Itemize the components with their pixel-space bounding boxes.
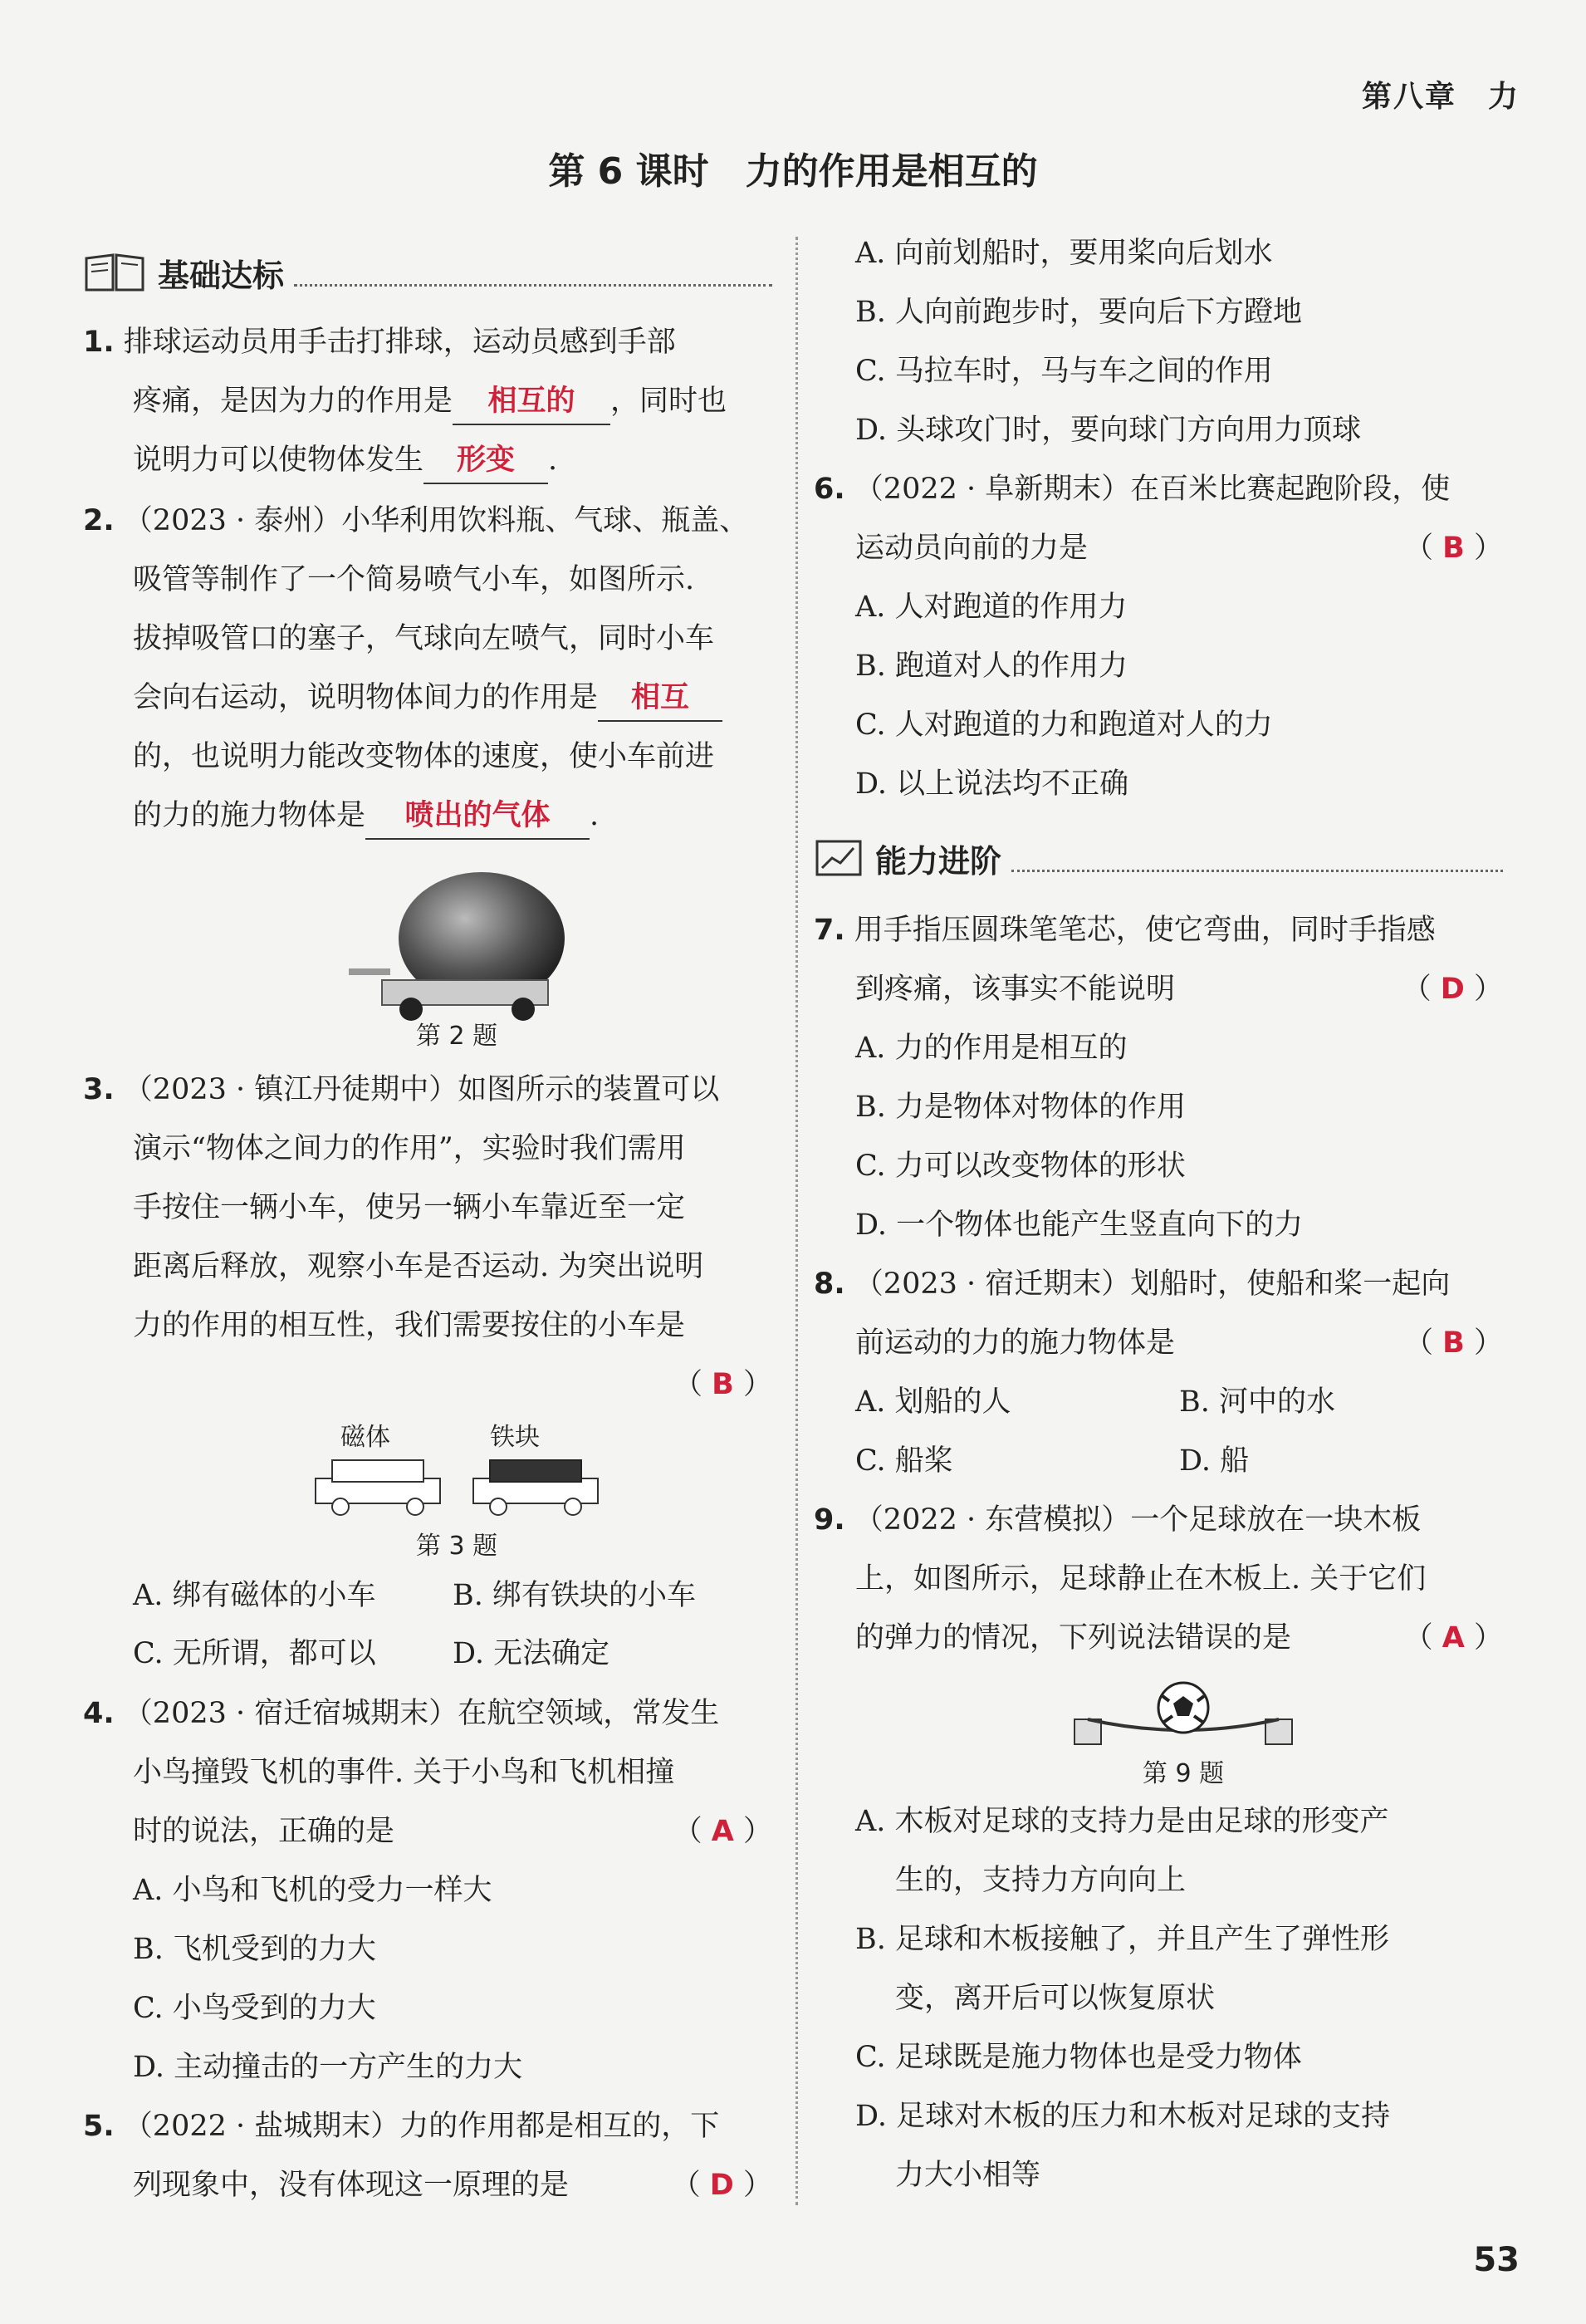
q6-option-b: B. 跑道对人的作用力 xyxy=(855,650,1128,683)
q4-line2: 小鸟撞毁飞机的事件. 关于小鸟和飞机相撞 xyxy=(133,1756,675,1789)
q5-number: 5. xyxy=(83,2110,115,2143)
q8-answer-bracket: （ B ） xyxy=(1404,1326,1503,1360)
q2-line3: 拔掉吸管口的塞子，气球向左喷气，同时小车 xyxy=(133,622,715,655)
q1-answer2: 形变 xyxy=(423,438,548,484)
q9-option-b: B. 足球和木板接触了，并且产生了弹性形 xyxy=(855,1923,1389,1956)
q9-text: （2022 · 东营模拟）一个足球放在一块木板 xyxy=(854,1503,1422,1537)
q4-number: 4. xyxy=(83,1697,115,1730)
q1-line2 xyxy=(133,372,727,431)
q4-text: （2023 · 宿迁宿城期末）在航空领域，常发生 xyxy=(123,1697,720,1730)
q2-text: （2023 · 泰州）小华利用饮料瓶、气球、瓶盖、 xyxy=(123,504,749,537)
q8-number: 8. xyxy=(814,1267,845,1301)
q6-answer-bracket: （ B ） xyxy=(1404,532,1503,565)
q3-answer: B xyxy=(712,1368,734,1401)
section-advanced xyxy=(814,833,1503,883)
q7-option-c: C. 力可以改变物体的形状 xyxy=(855,1150,1186,1183)
q2-line2: 吸管等制作了一个简易喷气小车，如图所示. xyxy=(133,563,695,596)
q2-text: 的力的施力物体是 xyxy=(133,799,366,832)
q3-option-b: B. 绑有铁块的小车 xyxy=(453,1579,696,1612)
q9-line1 xyxy=(814,1491,1421,1550)
q7-answer-bracket: （ D ） xyxy=(1402,973,1503,1006)
q3-line2: 演示“物体之间力的作用”，实验时我们需用 xyxy=(133,1132,686,1165)
q5-line1 xyxy=(83,2097,719,2156)
q1-text: 排球运动员用手击打排球，运动员感到手部 xyxy=(123,326,676,359)
q8-line2: 前运动的力的施力物体是 xyxy=(855,1326,1176,1360)
q5-option-c: C. 马拉车时，马与车之间的作用 xyxy=(855,355,1273,388)
q3-fig-label-magnet: 磁体 xyxy=(340,1423,390,1452)
football-on-board-figure xyxy=(1071,1676,1295,1751)
q1-text: 疼痛，是因为力的作用是 xyxy=(133,385,453,418)
q6-answer: B xyxy=(1442,532,1465,565)
q2-line5: 的，也说明力能改变物体的速度，使小车前进 xyxy=(133,740,715,773)
q2-answer2: 喷出的气体 xyxy=(365,793,590,840)
q9-answer: A xyxy=(1442,1621,1465,1655)
q3-line5: 力的作用的相互性，我们需要按住的小车是 xyxy=(133,1309,686,1342)
q5-answer-bracket: （ D ） xyxy=(671,2169,772,2202)
q7-answer: D xyxy=(1440,973,1465,1006)
q3-fig-label-iron: 铁块 xyxy=(490,1423,540,1452)
q4-option-c: C. 小鸟受到的力大 xyxy=(133,1992,376,2025)
q3-option-d: D. 无法确定 xyxy=(453,1637,610,1670)
q2-number: 2. xyxy=(83,504,115,537)
q4-option-a: A. 小鸟和飞机的受力一样大 xyxy=(133,1874,492,1907)
q2-answer1: 相互 xyxy=(598,675,722,722)
q9-number: 9. xyxy=(814,1503,845,1537)
q4-option-d: D. 主动撞击的一方产生的力大 xyxy=(133,2051,523,2084)
q3-option-a: A. 绑有磁体的小车 xyxy=(133,1579,376,1612)
q5-answer: D xyxy=(709,2169,734,2202)
q9-caption: 第 9 题 xyxy=(1142,1759,1225,1788)
q5-option-b: B. 人向前跑步时，要向后下方蹬地 xyxy=(855,296,1302,329)
q9-option-d: D. 足球对木板的压力和木板对足球的支持 xyxy=(855,2100,1391,2133)
q6-text: （2022 · 阜新期末）在百米比赛起跑阶段，使 xyxy=(854,473,1451,506)
q2-line6 xyxy=(133,787,599,846)
q6-number: 6. xyxy=(814,473,845,506)
q3-line4: 距离后释放，观察小车是否运动. 为突出说明 xyxy=(133,1250,704,1283)
q4-answer-bracket: （ A ） xyxy=(673,1815,772,1848)
page-title: 第 6 课时 力的作用是相互的 xyxy=(548,150,1038,193)
q5-text: （2022 · 盐城期末）力的作用都是相互的，下 xyxy=(123,2110,720,2143)
q7-option-b: B. 力是物体对物体的作用 xyxy=(855,1091,1186,1124)
q8-answer: B xyxy=(1442,1326,1465,1360)
two-carts-figure xyxy=(307,1454,606,1520)
q1-number: 1. xyxy=(83,326,115,359)
q8-option-a: A. 划船的人 xyxy=(855,1385,1011,1419)
section-label: 基础达标 xyxy=(158,257,285,294)
q6-option-c: C. 人对跑道的力和跑道对人的力 xyxy=(855,708,1273,742)
q3-number: 3. xyxy=(83,1073,115,1106)
q2-text: 会向右运动，说明物体间力的作用是 xyxy=(133,681,599,714)
q1-text: . xyxy=(548,444,558,477)
q7-option-a: A. 力的作用是相互的 xyxy=(855,1032,1128,1065)
q8-text: （2023 · 宿迁期末）划船时，使船和桨一起向 xyxy=(854,1267,1451,1301)
q7-text: 用手指压圆珠笔笔芯，使它弯曲，同时手指感 xyxy=(854,914,1436,947)
chapter-header: 第八章 力 xyxy=(1361,80,1520,114)
q9-line3: 的弹力的情况，下列说法错误的是 xyxy=(855,1621,1292,1655)
q9-option-c: C. 足球既是施力物体也是受力物体 xyxy=(855,2041,1302,2074)
q1-answer1: 相互的 xyxy=(453,379,610,425)
q7-line1 xyxy=(814,901,1436,960)
q3-caption: 第 3 题 xyxy=(415,1532,498,1561)
q1-line3 xyxy=(133,431,557,490)
q4-answer: A xyxy=(711,1815,734,1848)
q2-text: . xyxy=(590,799,600,832)
q6-option-a: A. 人对跑道的作用力 xyxy=(855,591,1128,624)
q2-line1 xyxy=(83,492,748,551)
section-label: 能力进阶 xyxy=(875,842,1002,880)
book-icon xyxy=(83,252,146,293)
q4-line1 xyxy=(83,1684,719,1743)
q1-text: 说明力可以使物体发生 xyxy=(133,444,424,477)
q2-line4 xyxy=(133,669,722,728)
q8-option-c: C. 船桨 xyxy=(855,1444,953,1478)
q8-line1 xyxy=(814,1255,1450,1314)
q6-line1 xyxy=(814,460,1450,519)
q3-line3: 手按住一辆小车，使另一辆小车靠近至一定 xyxy=(133,1191,686,1224)
q5-option-d: D. 头球攻门时，要向球门方向用力顶球 xyxy=(855,414,1362,447)
chart-icon xyxy=(814,838,864,878)
q6-line2: 运动员向前的力是 xyxy=(855,532,1089,565)
q3-line1 xyxy=(83,1061,719,1120)
q9-answer-bracket: （ A ） xyxy=(1403,1621,1503,1655)
q3-answer-bracket: （ B ） xyxy=(673,1368,772,1401)
q9-option-a-cont: 生的，支持力方向向上 xyxy=(895,1864,1187,1897)
q5-option-a: A. 向前划船时，要用桨向后划水 xyxy=(855,237,1273,270)
balloon-car-figure xyxy=(332,864,581,1030)
q3-option-c: C. 无所谓，都可以 xyxy=(133,1637,376,1670)
q4-option-b: B. 飞机受到的力大 xyxy=(133,1933,376,1966)
q8-option-b: B. 河中的水 xyxy=(1179,1385,1335,1419)
q7-line2: 到疼痛，该事实不能说明 xyxy=(855,973,1176,1006)
q9-option-d-cont: 力大小相等 xyxy=(895,2159,1041,2192)
q7-option-d: D. 一个物体也能产生竖直向下的力 xyxy=(855,1209,1304,1242)
q6-option-d: D. 以上说法均不正确 xyxy=(855,767,1129,801)
q9-option-a: A. 木板对足球的支持力是由足球的形变产 xyxy=(855,1805,1389,1838)
q3-text: （2023 · 镇江丹徒期中）如图所示的装置可以 xyxy=(123,1073,720,1106)
q1-line1 xyxy=(83,313,676,372)
column-divider xyxy=(795,237,798,2205)
q8-option-d: D. 船 xyxy=(1179,1444,1250,1478)
section-dots xyxy=(1011,845,1503,872)
q9-option-b-cont: 变，离开后可以恢复原状 xyxy=(895,1982,1216,2015)
section-dots xyxy=(294,259,772,287)
q1-text: ，同时也 xyxy=(610,385,727,418)
q5-line2: 列现象中，没有体现这一原理的是 xyxy=(133,2169,570,2202)
q2-caption: 第 2 题 xyxy=(415,1022,498,1051)
q9-line2: 上，如图所示，足球静止在木板上. 关于它们 xyxy=(855,1562,1427,1596)
q7-number: 7. xyxy=(814,914,845,947)
page-number: 53 xyxy=(1473,2241,1520,2279)
section-basic xyxy=(83,248,772,297)
q4-line3: 时的说法，正确的是 xyxy=(133,1815,395,1848)
